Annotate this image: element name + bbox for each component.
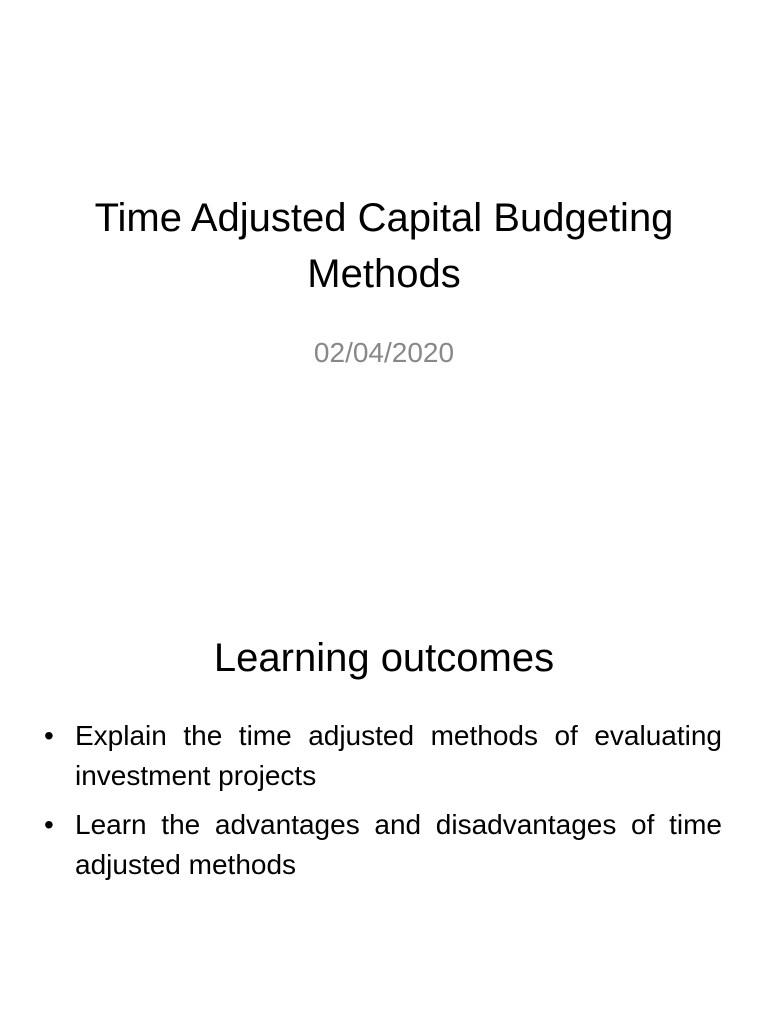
bullet-icon: • [44, 809, 54, 840]
bullet-item [40, 805, 722, 885]
bullet-item [40, 716, 722, 796]
bullet-list [40, 716, 722, 894]
bullet-text: Explain the time adjusted methods of evaluating investment projects [75, 720, 722, 791]
learning-outcomes-slide [0, 512, 768, 1024]
section-title: Learning outcomes [213, 636, 555, 680]
bullet-icon: • [44, 720, 54, 751]
bullet-text: Learn the advantages and disadvantages of time adjusted methods [75, 809, 722, 880]
slide-title: Time Adjusted Capital Budgeting Methods [94, 196, 674, 296]
slide-date: 02/04/2020 [313, 337, 455, 368]
